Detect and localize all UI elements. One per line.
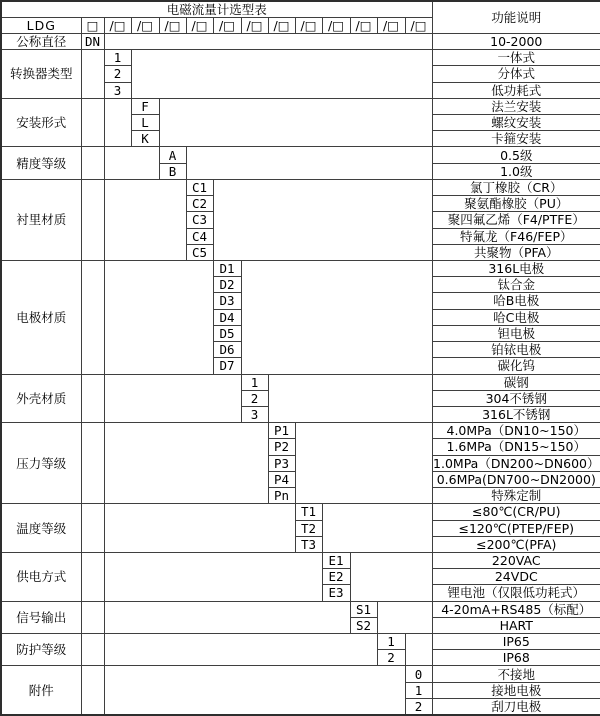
function-column-header: 功能说明 bbox=[432, 1, 600, 33]
group-label: 衬里材质 bbox=[1, 179, 81, 260]
function-desc-cell: 220VAC bbox=[432, 552, 600, 568]
code-cell: D3 bbox=[213, 293, 241, 309]
function-desc-cell: 0.5级 bbox=[432, 147, 600, 163]
code-cell: D5 bbox=[213, 325, 241, 341]
function-desc-cell: 特殊定制 bbox=[432, 488, 600, 504]
code-cell: C2 bbox=[186, 196, 213, 212]
dn-column-spacer bbox=[81, 423, 104, 504]
dn-column-spacer bbox=[81, 50, 104, 99]
code-cell: C5 bbox=[186, 244, 213, 260]
group-label: 精度等级 bbox=[1, 147, 81, 179]
code-cell: D7 bbox=[213, 358, 241, 374]
code-cell: 1 bbox=[241, 374, 268, 390]
code-placeholder-box: /□ bbox=[268, 17, 295, 33]
group-label: 安装形式 bbox=[1, 98, 81, 147]
group-label: 附件 bbox=[1, 666, 81, 715]
group-label: 防护等级 bbox=[1, 634, 81, 666]
blank-cell bbox=[104, 261, 213, 375]
code-cell: B bbox=[159, 163, 186, 179]
code-placeholder-box: /□ bbox=[350, 17, 377, 33]
blank-cell bbox=[104, 147, 159, 179]
code-placeholder-box: /□ bbox=[295, 17, 322, 33]
code-placeholder-box: /□ bbox=[131, 17, 159, 33]
function-desc-cell: 哈B电极 bbox=[432, 293, 600, 309]
code-placeholder-box: /□ bbox=[213, 17, 241, 33]
dn-column-spacer bbox=[81, 601, 104, 633]
blank-cell bbox=[131, 50, 432, 99]
code-placeholder-box: /□ bbox=[186, 17, 213, 33]
code-cell: E3 bbox=[322, 585, 350, 601]
function-desc-cell: 一体式 bbox=[432, 50, 600, 66]
function-desc-cell: ≤120℃(PTEP/FEP) bbox=[432, 520, 600, 536]
function-desc-cell: 特氟龙（F46/FEP） bbox=[432, 228, 600, 244]
code-placeholder-box: /□ bbox=[405, 17, 432, 33]
dn-column-spacer bbox=[81, 179, 104, 260]
code-cell: F bbox=[131, 98, 159, 114]
blank-cell bbox=[322, 504, 432, 553]
function-desc-cell: 4.0MPa（DN10~150） bbox=[432, 423, 600, 439]
function-desc-cell: 碳钢 bbox=[432, 374, 600, 390]
blank-cell bbox=[186, 147, 432, 179]
dn-column-spacer bbox=[81, 666, 104, 715]
code-placeholder-box: /□ bbox=[322, 17, 350, 33]
group-label: 电极材质 bbox=[1, 261, 81, 375]
function-desc-cell: ≤200℃(PFA) bbox=[432, 536, 600, 552]
code-cell: D1 bbox=[213, 261, 241, 277]
blank-cell bbox=[350, 552, 432, 601]
group-label: 外壳材质 bbox=[1, 374, 81, 423]
blank-cell bbox=[104, 423, 268, 504]
blank-cell bbox=[104, 98, 131, 147]
code-cell: T3 bbox=[295, 536, 322, 552]
blank-cell bbox=[104, 179, 186, 260]
function-desc-cell: 1.0级 bbox=[432, 163, 600, 179]
dn-column-spacer bbox=[81, 261, 104, 375]
blank-cell bbox=[104, 374, 241, 423]
code-cell: D2 bbox=[213, 277, 241, 293]
function-desc-cell: 铂铱电极 bbox=[432, 342, 600, 358]
function-desc-cell: 哈C电极 bbox=[432, 309, 600, 325]
code-cell: P2 bbox=[268, 439, 295, 455]
blank-cell bbox=[159, 98, 432, 147]
code-cell: P3 bbox=[268, 455, 295, 471]
code-cell: 2 bbox=[241, 390, 268, 406]
blank-cell bbox=[295, 423, 432, 504]
code-placeholder-box: /□ bbox=[241, 17, 268, 33]
code-cell: P1 bbox=[268, 423, 295, 439]
code-cell: 1 bbox=[405, 682, 432, 698]
code-cell: A bbox=[159, 147, 186, 163]
function-desc-cell: HART bbox=[432, 617, 600, 633]
table-title: 电磁流量计选型表 bbox=[1, 1, 432, 17]
code-placeholder-box: /□ bbox=[377, 17, 405, 33]
function-desc-cell: 24VDC bbox=[432, 569, 600, 585]
function-desc-cell: 10-2000 bbox=[432, 33, 600, 49]
blank-cell bbox=[104, 634, 377, 666]
code-cell: 1 bbox=[377, 634, 405, 650]
dn-column-spacer bbox=[81, 552, 104, 601]
blank-cell bbox=[268, 374, 432, 423]
code-cell: 3 bbox=[241, 406, 268, 422]
function-desc-cell: 聚氨酯橡胶（PU） bbox=[432, 196, 600, 212]
blank-cell bbox=[377, 601, 432, 633]
code-cell: D6 bbox=[213, 342, 241, 358]
blank-cell bbox=[213, 179, 432, 260]
function-desc-cell: 316L不锈钢 bbox=[432, 406, 600, 422]
function-desc-cell: 卡箍安装 bbox=[432, 131, 600, 147]
function-desc-cell: 不接地 bbox=[432, 666, 600, 682]
function-desc-cell: 接地电极 bbox=[432, 682, 600, 698]
code-cell: E1 bbox=[322, 552, 350, 568]
function-desc-cell: 氯丁橡胶（CR） bbox=[432, 179, 600, 195]
code-cell: 3 bbox=[104, 82, 131, 98]
code-cell: C4 bbox=[186, 228, 213, 244]
code-cell: 2 bbox=[377, 650, 405, 666]
code-cell: 2 bbox=[104, 66, 131, 82]
function-desc-cell: 低功耗式 bbox=[432, 82, 600, 98]
group-label: 供电方式 bbox=[1, 552, 81, 601]
dn-column-spacer bbox=[81, 504, 104, 553]
dn-column-spacer bbox=[81, 374, 104, 423]
code-cell: 1 bbox=[104, 50, 131, 66]
blank-cell bbox=[104, 504, 295, 553]
function-desc-cell: 1.0MPa（DN200~DN600） bbox=[433, 455, 600, 471]
function-desc-cell: 聚四氟乙烯（F4/PTFE） bbox=[432, 212, 600, 228]
blank-cell bbox=[104, 601, 350, 633]
function-desc-cell: IP65 bbox=[432, 634, 600, 650]
code-cell: S1 bbox=[350, 601, 377, 617]
code-cell: 2 bbox=[405, 698, 432, 715]
function-desc-cell: 钛合金 bbox=[432, 277, 600, 293]
dn-code-cell: DN bbox=[81, 33, 104, 49]
function-desc-cell: 316L电极 bbox=[432, 261, 600, 277]
code-cell: C3 bbox=[186, 212, 213, 228]
blank-cell bbox=[104, 33, 432, 49]
code-cell: D4 bbox=[213, 309, 241, 325]
function-desc-cell: 1.6MPa（DN15~150） bbox=[432, 439, 600, 455]
code-placeholder-box: /□ bbox=[104, 17, 131, 33]
group-label: 温度等级 bbox=[1, 504, 81, 553]
function-desc-cell: IP68 bbox=[432, 650, 600, 666]
dn-column-spacer bbox=[81, 98, 104, 147]
code-cell: T1 bbox=[295, 504, 322, 520]
function-desc-cell: 法兰安装 bbox=[432, 98, 600, 114]
code-cell: S2 bbox=[350, 617, 377, 633]
function-desc-cell: 钽电极 bbox=[432, 325, 600, 341]
code-cell: 0 bbox=[405, 666, 432, 682]
function-desc-cell: 共聚物（PFA） bbox=[432, 244, 600, 260]
code-cell: E2 bbox=[322, 569, 350, 585]
function-desc-cell: 0.6MPa(DN700~DN2000) bbox=[432, 471, 600, 487]
code-cell: C1 bbox=[186, 179, 213, 195]
code-placeholder-box: /□ bbox=[159, 17, 186, 33]
code-cell: T2 bbox=[295, 520, 322, 536]
blank-cell bbox=[104, 552, 322, 601]
code-cell: L bbox=[131, 115, 159, 131]
dn-placeholder-box: □ bbox=[81, 17, 104, 33]
function-desc-cell: 碳化钨 bbox=[432, 358, 600, 374]
blank-cell bbox=[104, 666, 405, 715]
function-desc-cell: 锂电池（仅限低功耗式） bbox=[432, 585, 600, 601]
code-cell: Pn bbox=[268, 488, 295, 504]
group-label: 转换器类型 bbox=[1, 50, 81, 99]
blank-cell bbox=[241, 261, 432, 375]
code-cell: K bbox=[131, 131, 159, 147]
model-prefix: LDG bbox=[1, 17, 81, 33]
group-label-dn: 公称直径 bbox=[1, 33, 81, 49]
dn-column-spacer bbox=[81, 634, 104, 666]
function-desc-cell: 分体式 bbox=[432, 66, 600, 82]
group-label: 压力等级 bbox=[1, 423, 81, 504]
function-desc-cell: 4-20mA+RS485（标配） bbox=[432, 601, 600, 617]
function-desc-cell: 螺纹安装 bbox=[432, 115, 600, 131]
function-desc-cell: 304不锈钢 bbox=[432, 390, 600, 406]
function-desc-cell: ≤80℃(CR/PU) bbox=[432, 504, 600, 520]
code-cell: P4 bbox=[268, 471, 295, 487]
blank-cell bbox=[405, 634, 432, 666]
dn-column-spacer bbox=[81, 147, 104, 179]
group-label: 信号输出 bbox=[1, 601, 81, 633]
function-desc-cell: 刮刀电极 bbox=[432, 698, 600, 715]
